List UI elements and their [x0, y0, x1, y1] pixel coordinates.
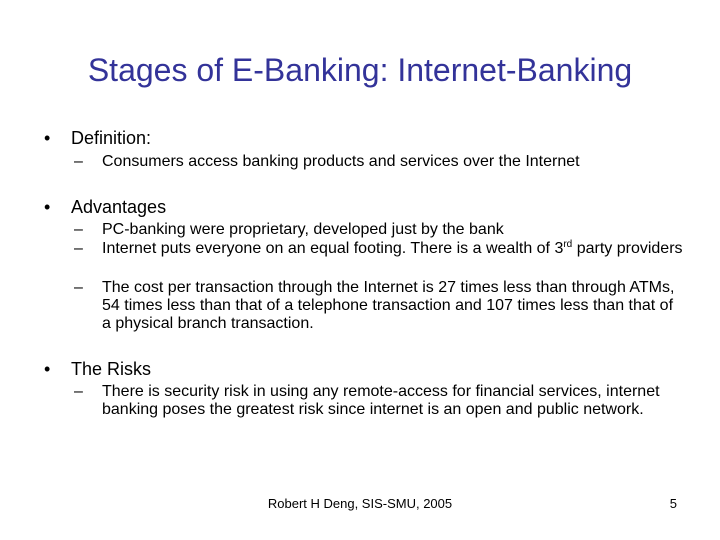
slide-title: Stages of E-Banking: Internet-Banking — [87, 52, 633, 88]
sub-item-text: Consumers access banking products and services over the Internet — [102, 153, 580, 170]
page-number: 5 — [669, 496, 677, 511]
sub-item — [74, 279, 684, 333]
dash-icon: – — [74, 240, 83, 257]
sub-item — [74, 153, 684, 171]
dash-icon: – — [74, 279, 83, 296]
sub-item — [74, 383, 684, 419]
footer-text: Robert H Deng, SIS-SMU, 2005 — [267, 496, 453, 511]
bullet-definition — [44, 127, 151, 149]
bullet-risks — [44, 358, 151, 380]
bullet-icon: • — [44, 128, 51, 148]
sub-item-text: There is security risk in using any remote-access for financial services, internet banking poses the greatest risk since internet is an open and public network. — [102, 383, 660, 418]
bullet-advantages — [44, 196, 166, 218]
dash-icon: – — [74, 153, 83, 170]
sub-item-text: PC-banking were proprietary, developed just by the bank — [102, 221, 504, 238]
sub-item — [74, 221, 684, 239]
bullet-heading: Definition: — [71, 128, 152, 148]
sub-item — [74, 240, 684, 258]
bullet-heading: The Risks — [71, 359, 152, 379]
bullet-heading: Advantages — [71, 197, 167, 217]
bullet-icon: • — [44, 197, 51, 217]
sub-item-text-part: Internet puts everyone on an equal footing. There is a wealth of 3 — [102, 240, 564, 257]
sub-item-text: The cost per transaction through the Internet is 27 times less than through ATMs, 54 times less than that of a telephone transaction and 107 times less than that of a physical branch transaction. — [102, 279, 675, 332]
bullet-icon: • — [44, 359, 51, 379]
dash-icon: – — [74, 221, 83, 238]
superscript: rd — [563, 239, 573, 250]
dash-icon: – — [74, 383, 83, 400]
sub-item-text — [102, 240, 684, 258]
sub-item-text-part: party providers — [572, 240, 683, 257]
